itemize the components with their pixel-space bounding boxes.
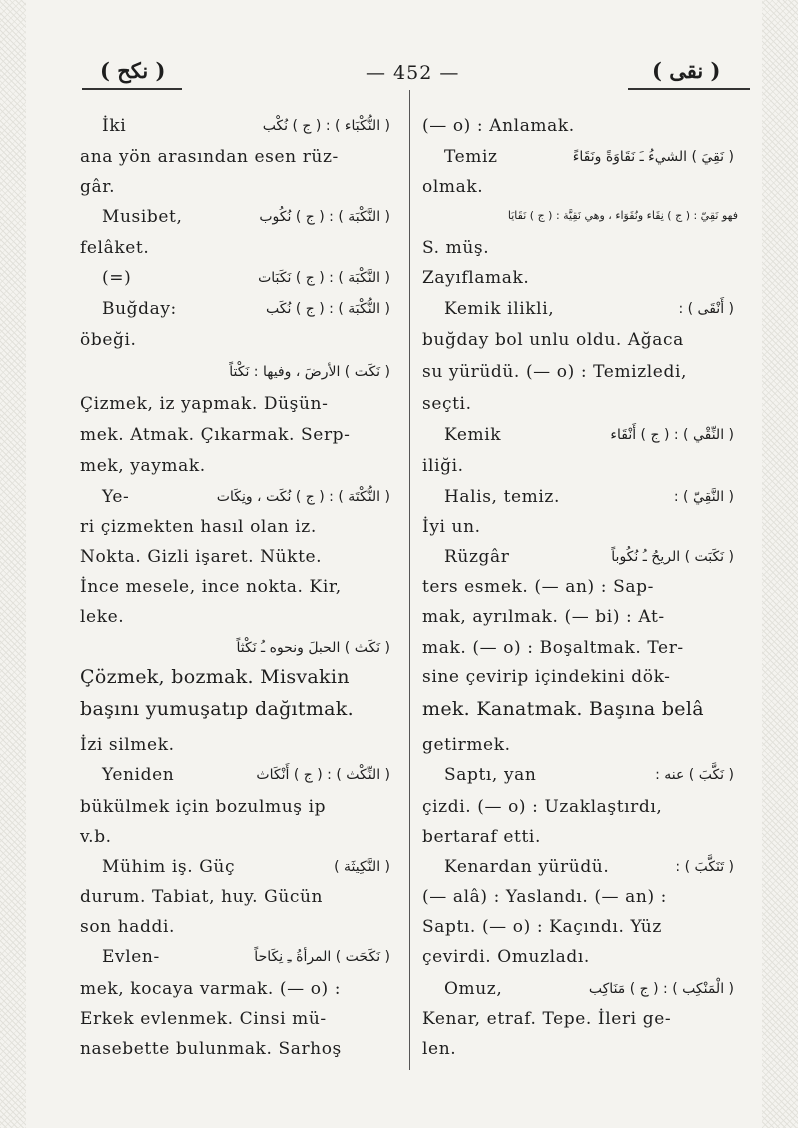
right-text-line: len.: [422, 1039, 457, 1059]
left-text-line: Mühim iş. Güç: [102, 857, 236, 877]
right-text-line: Kenar, etraf. Tepe. İleri ge-: [422, 1009, 672, 1029]
left-text-line: Musibet,: [102, 207, 183, 227]
left-arabic-headword: ( النِّكْث ) : ( ج ) أَنْكَاث: [256, 767, 390, 783]
right-text-line: (— alâ) : Yaslandı. (— an) :: [422, 887, 668, 907]
header-rule-left: [82, 88, 182, 90]
left-text-line: ana yön arasından esen rüz-: [80, 147, 339, 167]
right-text-line: Kemik ilikli,: [444, 299, 555, 319]
header-left-root: ( نكح ): [100, 58, 166, 83]
left-text-line: felâket.: [80, 238, 150, 258]
left-text-line: (=): [102, 268, 132, 288]
right-arabic-headword: ( النَّقِيّ ) :: [673, 489, 734, 505]
right-arabic-headword: ( الْمَنْكِب ) : ( ج ) مَنَاكِب: [588, 981, 734, 997]
left-text-line: son haddi.: [80, 917, 176, 937]
left-text-line: nasebette bulunmak. Sarhoş: [80, 1039, 342, 1059]
left-text-line: mek, yaymak.: [80, 456, 206, 476]
right-arabic-headword: ( نَكَبَت ) الريحُ ـُ نُكُوباً: [611, 549, 734, 565]
right-text-line: iliği.: [422, 456, 464, 476]
left-arabic-headword: ( النَّكْبَة ) : ( ج ) نُكُوب: [259, 209, 390, 225]
right-text-line: getirmek.: [422, 735, 511, 755]
right-text-line: Saptı, yan: [444, 765, 537, 785]
left-arabic-headword: ( النُّكْتَة ) : ( ج ) نُكَت ، ونِكَات: [216, 489, 390, 505]
right-arabic-headword: ( نَكَّبَ ) عنه :: [655, 767, 734, 783]
left-text-line: öbeği.: [80, 330, 137, 350]
right-text-line: olmak.: [422, 177, 484, 197]
left-text-line: İki: [102, 116, 127, 136]
page-number: — 452 —: [366, 62, 460, 84]
right-text-line: seçti.: [422, 394, 472, 414]
right-text-line: su yürüdü. (— o) : Temizledi,: [422, 362, 687, 382]
right-text-line: mek. Kanatmak. Başına belâ: [422, 698, 704, 720]
left-arabic-headword: ( النُّكْبَة ) : ( ج ) نُكَب: [266, 301, 390, 317]
right-text-line: İyi un.: [422, 517, 481, 537]
left-text-line: gâr.: [80, 177, 116, 197]
left-text-line: Evlen-: [102, 947, 160, 967]
left-text-line: Ye-: [102, 487, 130, 507]
scan-edge-right: [762, 0, 798, 1128]
left-arabic-headword: ( النَّكْبَة ) : ( ج ) نَكَبَات: [258, 270, 390, 286]
left-text-line: mek, kocaya varmak. (— o) :: [80, 979, 342, 999]
left-text-line: Nokta. Gizli işaret. Nükte.: [80, 547, 323, 567]
left-arabic-headword: ( نَكَحَت ) المرأةُ ـِ نِكَاحاً: [254, 949, 390, 965]
right-text-line: çizdi. (— o) : Uzaklaştırdı,: [422, 797, 663, 817]
right-arabic-headword: ( تَنَكَّبَ ) :: [675, 859, 734, 875]
left-text-line: durum. Tabiat, huy. Gücün: [80, 887, 324, 907]
right-arabic-headword: فهو نَقِيّ : ( ج ) نِقَاء ونُقَوَاء ، وهي نَقِيَّة : ( ج ) نَقَايَا: [507, 209, 738, 222]
left-text-line: İzi silmek.: [80, 735, 175, 755]
left-text-line: Çözmek, bozmak. Misvakin: [80, 666, 350, 688]
right-text-line: çevirdi. Omuzladı.: [422, 947, 590, 967]
right-arabic-headword: ( النِّقْي ) : ( ج ) أَنْقَاء: [610, 427, 734, 443]
left-text-line: bükülmek için bozulmuş ip: [80, 797, 327, 817]
right-text-line: Saptı. (— o) : Kaçındı. Yüz: [422, 917, 662, 937]
right-text-line: ters esmek. (— an) : Sap-: [422, 577, 654, 597]
header-rule-right: [628, 88, 750, 90]
left-text-line: Buğday:: [102, 299, 177, 319]
right-text-line: buğday bol unlu oldu. Ağaca: [422, 330, 684, 350]
right-text-line: Kenardan yürüdü.: [444, 857, 610, 877]
left-arabic-headword: ( نَكَث ) الحبلَ ونحوه ـُ نَكْثاً: [236, 640, 390, 656]
right-text-line: Temiz: [444, 147, 498, 167]
right-text-line: Halis, temiz.: [444, 487, 560, 507]
column-divider: [409, 90, 410, 1070]
left-text-line: Çizmek, iz yapmak. Düşün-: [80, 394, 329, 414]
left-text-line: v.b.: [80, 827, 112, 847]
left-text-line: leke.: [80, 607, 125, 627]
right-text-line: Omuz,: [444, 979, 503, 999]
left-arabic-headword: ( النَّكِيثَة ): [334, 859, 390, 875]
right-text-line: Rüzgâr: [444, 547, 510, 567]
right-arabic-headword: ( نَقِيَ ) الشيءُ ـَ نَقَاوَةً ونَقَاءً: [572, 149, 734, 165]
left-arabic-headword: ( النُّكْبَاء ) : ( ج ) نُكْب: [262, 118, 390, 134]
header-right-root: ( نقى ): [652, 58, 721, 83]
left-text-line: Yeniden: [102, 765, 175, 785]
right-text-line: mak. (— o) : Boşaltmak. Ter-: [422, 638, 684, 658]
right-text-line: bertaraf etti.: [422, 827, 541, 847]
right-text-line: sine çevirip içindekini dök-: [422, 667, 671, 687]
left-arabic-headword: ( نَكَت ) الأرضَ ، وفيها : نَكْتاً: [229, 364, 390, 380]
right-text-line: S. müş.: [422, 238, 490, 258]
right-text-line: mak, ayrılmak. (— bi) : At-: [422, 607, 665, 627]
left-text-line: mek. Atmak. Çıkarmak. Serp-: [80, 425, 351, 445]
left-text-line: başını yumuşatıp dağıtmak.: [80, 698, 354, 720]
right-text-line: Kemik: [444, 425, 502, 445]
right-text-line: Zayıflamak.: [422, 268, 530, 288]
left-text-line: Erkek evlenmek. Cinsi mü-: [80, 1009, 327, 1029]
left-text-line: İnce mesele, ince nokta. Kir,: [80, 577, 342, 597]
right-arabic-headword: ( أَنْقَى ) :: [678, 301, 734, 317]
scan-edge-left: [0, 0, 26, 1128]
right-text-line: (— o) : Anlamak.: [422, 116, 575, 136]
left-text-line: ri çizmekten hasıl olan iz.: [80, 517, 317, 537]
